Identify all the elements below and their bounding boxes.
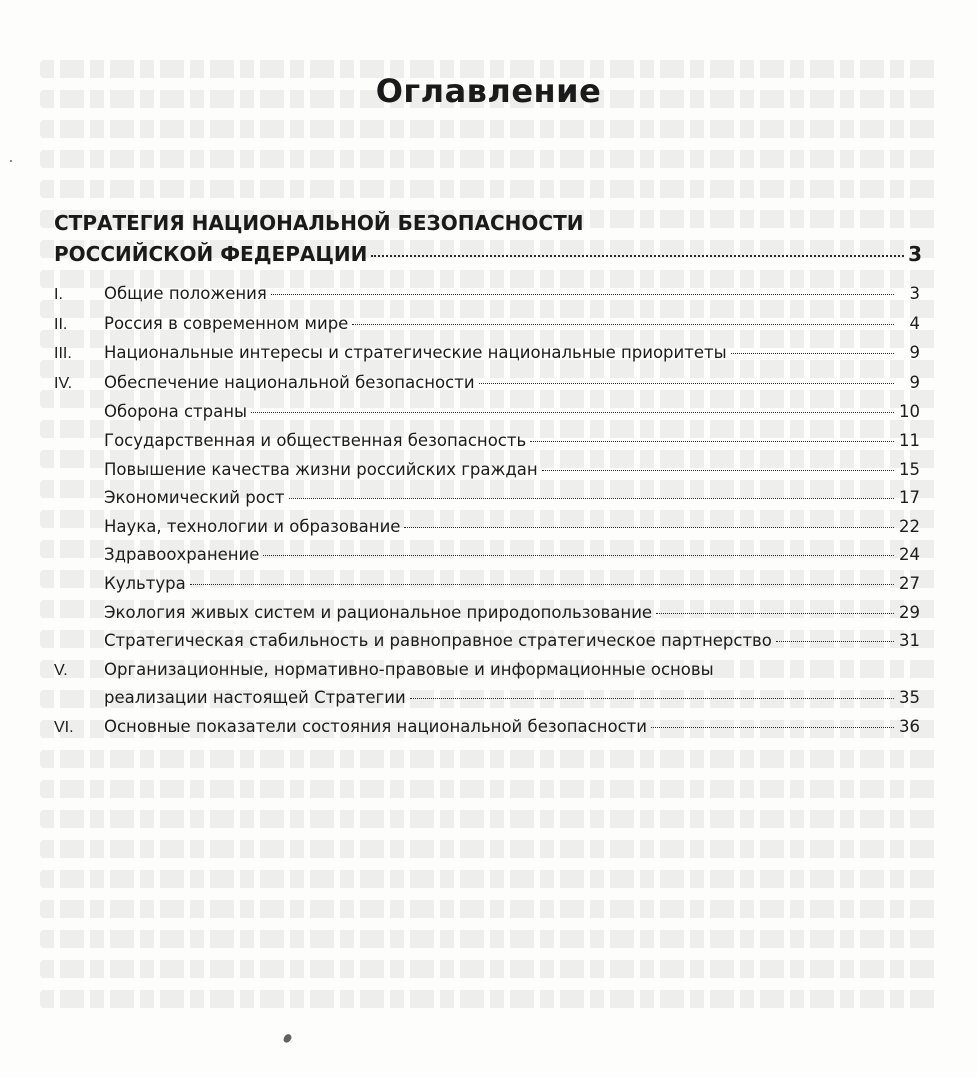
entry-title: Наука, технологии и образование <box>104 516 401 536</box>
dot-leader <box>251 412 894 413</box>
entry-number: IV. <box>54 374 73 392</box>
entry-number: VI. <box>54 718 74 736</box>
entry-title: Обеспечение национальной безопасности <box>104 372 475 392</box>
toc-entry-6[interactable] <box>54 427 920 456</box>
entry-page-number: 31 <box>899 631 920 651</box>
page-title: Оглавление <box>375 72 602 110</box>
entry-title: Оборона страны <box>104 402 248 422</box>
entry-number: II. <box>54 315 68 333</box>
toc-entry-9[interactable] <box>54 513 920 542</box>
entry-page-number: 27 <box>899 573 920 593</box>
toc-entry-12[interactable] <box>54 599 920 628</box>
toc-entry-15[interactable] <box>54 713 920 743</box>
paper-speck <box>10 160 12 162</box>
toc-entry-8[interactable] <box>54 484 920 513</box>
dot-leader <box>776 641 894 642</box>
entry-title: Государственная и общественная безопасность <box>104 430 527 450</box>
toc-list <box>54 280 920 743</box>
toc-entry-3[interactable] <box>54 339 920 369</box>
entry-title: Национальные интересы и стратегические национальные приоритеты <box>104 343 727 363</box>
main-section-page-number: 3 <box>908 242 922 266</box>
entry-page-number: 22 <box>899 516 920 536</box>
entry-title: Организационные, нормативно-правовые и информационные основы <box>104 659 714 679</box>
toc-entry-1[interactable] <box>54 280 920 310</box>
entry-title: Общие положения <box>104 284 267 303</box>
dot-leader <box>530 441 894 442</box>
dot-leader <box>656 613 894 614</box>
entry-title: Культура <box>104 573 186 593</box>
entry-page-number: 9 <box>909 343 920 363</box>
entry-number: V. <box>54 661 68 679</box>
dot-leader <box>352 324 894 325</box>
entry-page-number: 4 <box>909 313 920 333</box>
toc-entry-11[interactable] <box>54 570 920 599</box>
dot-leader <box>651 727 894 728</box>
entry-title: Стратегическая стабильность и равноправное стратегическое партнерство <box>104 631 772 651</box>
dot-leader <box>271 294 894 295</box>
entry-page-number: 3 <box>909 284 920 303</box>
dot-leader <box>263 555 894 556</box>
dot-leader <box>410 698 894 699</box>
toc-entry-4[interactable] <box>54 369 920 399</box>
entry-title: Повышение качества жизни российских граждан <box>104 459 538 479</box>
toc-entry-14[interactable] <box>54 656 920 713</box>
entry-page-number: 10 <box>899 402 920 422</box>
dot-leader <box>190 584 894 585</box>
entry-page-number: 9 <box>909 372 920 392</box>
dot-leader <box>404 527 894 528</box>
toc-entry-5[interactable] <box>54 398 920 427</box>
entry-page-number: 24 <box>899 545 920 565</box>
entry-title: Россия в современном мире <box>104 313 349 333</box>
entry-page-number: 35 <box>899 688 920 708</box>
entry-page-number: 17 <box>899 488 920 508</box>
entry-number: III. <box>54 345 72 363</box>
toc-entry-2[interactable] <box>54 310 920 340</box>
dot-leader <box>731 353 894 354</box>
dot-leader <box>479 383 894 384</box>
entry-title: Экология живых систем и рациональное природопользование <box>104 602 653 622</box>
main-section-title-line2: РОССИЙСКОЙ ФЕДЕРАЦИИ <box>54 242 368 266</box>
entry-page-number: 15 <box>899 459 920 479</box>
entry-page-number: 36 <box>899 716 920 736</box>
entry-title: Здравоохранение <box>104 545 260 565</box>
toc-main-section[interactable] <box>54 208 922 270</box>
toc-entry-7[interactable] <box>54 456 920 485</box>
toc-entry-10[interactable] <box>54 541 920 570</box>
entry-number: I. <box>54 286 63 303</box>
entry-title: Экономический рост <box>104 488 285 508</box>
dot-leader <box>542 470 894 471</box>
dot-leader <box>289 498 894 499</box>
entry-page-number: 29 <box>899 602 920 622</box>
toc-entry-13[interactable] <box>54 627 920 656</box>
ink-smudge <box>282 1033 292 1044</box>
main-section-title-line1: СТРАТЕГИЯ НАЦИОНАЛЬНОЙ БЕЗОПАСНОСТИ <box>54 211 584 235</box>
entry-page-number: 11 <box>899 430 920 450</box>
entry-title: Основные показатели состояния национальной безопасности <box>104 716 647 736</box>
dot-leader <box>371 255 904 257</box>
entry-title-continuation: реализации настоящей Стратегии <box>104 688 406 708</box>
